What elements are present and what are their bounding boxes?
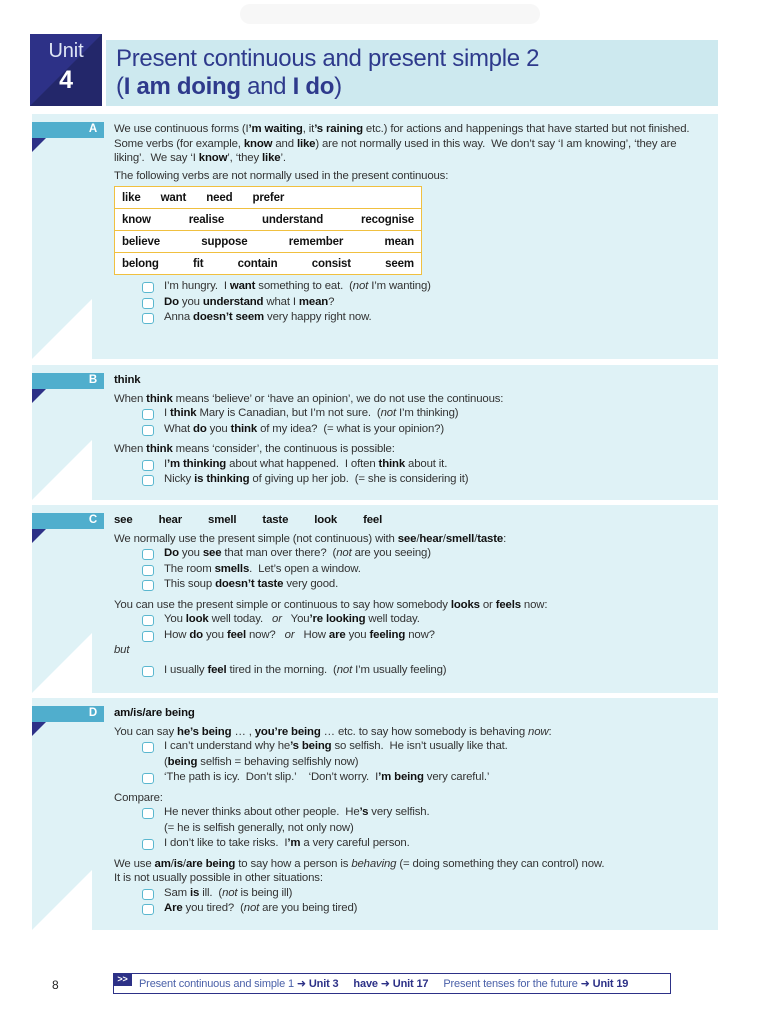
paragraph: The following verbs are not normally used in the present continuous:: [114, 169, 449, 182]
title-line-1: Present continuous and present simple 2: [116, 45, 540, 72]
cross-ref-link[interactable]: Present tenses for the future ➜ Unit 19: [443, 978, 629, 990]
section-a: [32, 114, 718, 359]
table-row: believe suppose remember mean: [115, 231, 422, 253]
paragraph: When think means ‘believe’ or ‘have an opinion’, we do not use the continuous:: [114, 392, 504, 405]
table-row: like want need prefer: [122, 191, 285, 204]
paragraph: We normally use the present simple (not continuous) with see/hear/smell/taste:: [114, 532, 507, 545]
paragraph: We use am/is/are being to say how a person is behaving (= doing something they can control) now. It is not usually possible in other situations:: [114, 857, 605, 884]
page-number: 8: [52, 978, 59, 992]
paragraph: Compare:: [114, 791, 163, 804]
section-c: [32, 505, 718, 693]
section-b: [32, 365, 718, 500]
cross-references: [139, 977, 628, 990]
example: What do you think of my idea? (= what is your opinion?): [114, 422, 706, 438]
example: He never thinks about other people. He’s very selfish.: [114, 805, 706, 821]
example: Are you tired? (not are you being tired): [114, 901, 706, 917]
example: Sam is ill. (not is being ill): [114, 886, 706, 902]
section-tab: [32, 706, 104, 722]
example: I usually feel tired in the morning. (not I’m usually feeling): [114, 663, 706, 679]
example: This soup doesn’t taste very good.: [114, 577, 706, 593]
section-heading: am/is/are being: [114, 707, 195, 719]
unit-badge: [30, 34, 102, 106]
section-content: [114, 373, 706, 488]
cross-reference-bar: [113, 973, 671, 994]
cross-ref-link[interactable]: have ➜ Unit 17: [353, 978, 429, 990]
section-d: [32, 698, 718, 930]
title-line-2: (I am doing and I do): [116, 73, 342, 100]
section-letter: A: [88, 123, 97, 135]
unit-label: Unit: [48, 40, 84, 62]
example: How do you feel now? or How are you feeling now?: [114, 628, 706, 644]
section-content: [114, 513, 706, 678]
example: I can’t understand why he’s being so selfish. He isn’t usually like that.: [114, 739, 706, 755]
paragraph: but: [114, 644, 130, 656]
section-letter: D: [88, 707, 97, 719]
section-heading: see hear smell taste look feel: [114, 514, 383, 526]
paragraph: You can use the present simple or continuous to say how somebody looks or feels now:: [114, 598, 548, 611]
table-row: know realise understand recognise: [115, 209, 422, 231]
example: Do you understand what I mean?: [114, 295, 706, 311]
section-content: [114, 706, 706, 917]
example: I think Mary is Canadian, but I’m not sure. (not I’m thinking): [114, 406, 706, 422]
section-heading: think: [114, 374, 141, 386]
section-letter: C: [88, 514, 97, 526]
example: I’m hungry. I want something to eat. (not I’m wanting): [114, 279, 706, 295]
example: ‘The path is icy. Don’t slip.’ ‘Don’t worry. I’m being very careful.’: [114, 770, 706, 786]
example: Anna doesn’t seem very happy right now.: [114, 310, 706, 326]
unit-number: 4: [59, 66, 73, 94]
section-tab: [32, 513, 104, 529]
example: I don’t like to take risks. I’m a very careful person.: [114, 836, 706, 852]
double-chevron-icon: >>: [113, 973, 132, 986]
example: Do you see that man over there? (not are you seeing): [114, 546, 706, 562]
example-note: (being selfish = behaving selfishly now): [164, 755, 359, 768]
paragraph: You can say he’s being … , you’re being … etc. to say how somebody is behaving now:: [114, 725, 552, 738]
paragraph: We use continuous forms (I’m waiting, it’s raining etc.) for actions and happenings that have started but not finished. Some verbs (for example, know and like) are not normally used in this way. We don’t say ‘I am knowing’, ‘they are liking’. We say ‘I know’, ‘they like’.: [114, 123, 690, 164]
page-title: [106, 40, 718, 106]
paragraph: When think means ‘consider’, the continuous is possible:: [114, 443, 395, 455]
example: Nicky is thinking of giving up her job. (= she is considering it): [114, 472, 706, 488]
table-row: belong fit contain consist seem: [115, 253, 422, 275]
example: You look well today. or You’re looking well today.: [114, 612, 706, 628]
top-smudge: [240, 4, 540, 24]
example-note: (= he is selfish generally, not only now): [164, 821, 354, 834]
example: I’m thinking about what happened. I often think about it.: [114, 457, 706, 473]
cross-ref-link[interactable]: Present continuous and simple 1 ➜ Unit 3: [139, 978, 339, 990]
verb-table: [114, 186, 422, 275]
example: The room smells. Let’s open a window.: [114, 562, 706, 578]
section-tab: [32, 373, 104, 389]
section-letter: B: [88, 374, 97, 386]
section-content: [114, 122, 706, 326]
section-tab: [32, 122, 104, 138]
